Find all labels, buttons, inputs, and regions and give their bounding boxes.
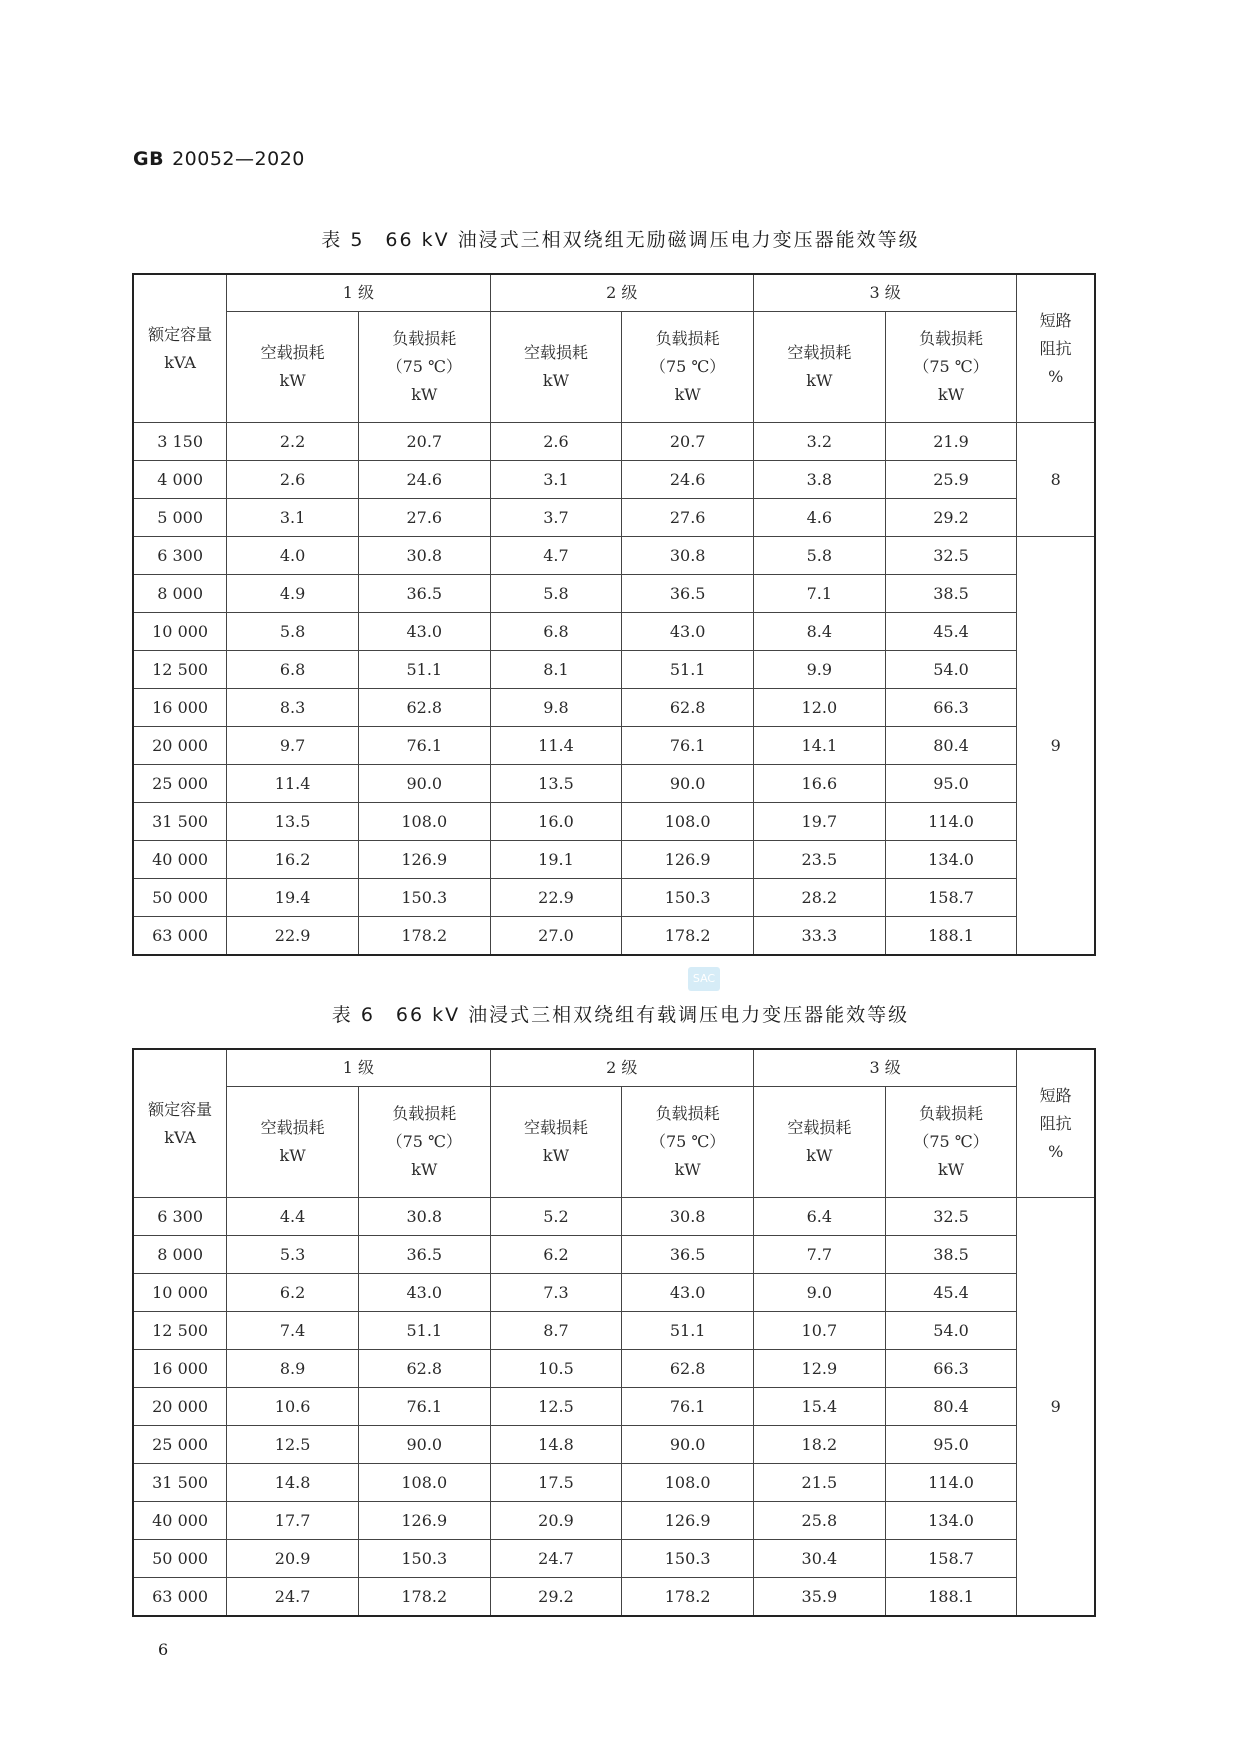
header-row-grades [133,1049,1095,1087]
table5 [132,273,1096,956]
grade1-load-cell: 36.5 [358,1236,490,1274]
grade2-load-cell: 150.3 [622,1540,754,1578]
grade3-noload-cell: 5.8 [753,537,885,575]
grade3-load-cell: 25.9 [885,461,1017,499]
grade1-load-cell: 36.5 [358,575,490,613]
grade3-noload-cell: 14.1 [753,727,885,765]
grade2-load-cell: 90.0 [622,1426,754,1464]
grade1-noload-cell: 16.2 [227,841,359,879]
header-grade-2: 2 级 [490,274,753,312]
grade2-noload-cell: 29.2 [490,1578,622,1617]
header-capacity [133,1049,227,1198]
table-row [133,1464,1095,1502]
grade2-load-cell: 20.7 [622,423,754,461]
header-impedance-line: 短路 [1039,310,1072,330]
grade2-noload-cell: 19.1 [490,841,622,879]
header-grade-2: 2 级 [490,1049,753,1087]
grade1-noload-cell: 6.2 [227,1274,359,1312]
grade2-load-cell: 51.1 [622,651,754,689]
header-row-grades [133,274,1095,312]
impedance-cell: 8 [1017,423,1095,537]
capacity-cell: 3 150 [133,423,227,461]
header-capacity-line: kVA [164,352,196,372]
grade3-noload-cell: 9.9 [753,651,885,689]
header-noload-loss [490,1087,622,1198]
grade3-load-cell: 80.4 [885,1388,1017,1426]
grade1-load-cell: 20.7 [358,423,490,461]
grade1-load-cell: 76.1 [358,1388,490,1426]
grade1-noload-cell: 9.7 [227,727,359,765]
grade3-load-cell: 95.0 [885,765,1017,803]
capacity-cell: 20 000 [133,727,227,765]
grade3-load-cell: 38.5 [885,1236,1017,1274]
table-row [133,803,1095,841]
grade1-noload-cell: 2.6 [227,461,359,499]
header-noload-line: kW [279,371,306,390]
grade2-noload-cell: 22.9 [490,879,622,917]
grade2-load-cell: 108.0 [622,803,754,841]
header-load-loss [358,312,490,423]
header-noload-loss [490,312,622,423]
grade1-noload-cell: 8.3 [227,689,359,727]
grade2-noload-cell: 3.7 [490,499,622,537]
grade2-load-cell: 62.8 [622,689,754,727]
grade3-load-cell: 32.5 [885,537,1017,575]
grade2-noload-cell: 7.3 [490,1274,622,1312]
header-load-line: kW [937,1160,965,1179]
grade1-load-cell: 108.0 [358,803,490,841]
header-capacity [133,274,227,423]
header-noload-loss [227,1087,359,1198]
header-load-loss [885,1087,1017,1198]
header-load-line: 负载损耗 [919,1104,984,1123]
capacity-cell: 8 000 [133,1236,227,1274]
grade1-noload-cell: 11.4 [227,765,359,803]
grade3-load-cell: 66.3 [885,689,1017,727]
table-row [133,879,1095,917]
grade1-noload-cell: 4.4 [227,1198,359,1236]
header-noload-line: kW [806,1146,833,1165]
header-grade-3: 3 级 [753,274,1016,312]
capacity-cell: 5 000 [133,499,227,537]
grade2-noload-cell: 4.7 [490,537,622,575]
header-load-line: （75 ℃） [386,357,462,376]
capacity-cell: 50 000 [133,879,227,917]
capacity-cell: 40 000 [133,841,227,879]
grade2-noload-cell: 5.8 [490,575,622,613]
grade2-load-cell: 178.2 [622,1578,754,1617]
grade3-load-cell: 21.9 [885,423,1017,461]
grade2-load-cell: 36.5 [622,1236,754,1274]
grade1-load-cell: 178.2 [358,1578,490,1617]
table-row [133,651,1095,689]
table-row [133,461,1095,499]
table5-caption: 表 5 66 kV 油浸式三相双绕组无励磁调压电力变压器能效等级 [321,229,920,251]
table-row [133,613,1095,651]
grade2-load-cell: 51.1 [622,1312,754,1350]
capacity-cell: 10 000 [133,1274,227,1312]
grade2-load-cell: 30.8 [622,1198,754,1236]
header-impedance [1017,274,1095,423]
table-row [133,689,1095,727]
grade1-load-cell: 90.0 [358,1426,490,1464]
table-row [133,575,1095,613]
capacity-cell: 31 500 [133,1464,227,1502]
grade1-load-cell: 27.6 [358,499,490,537]
grade1-load-cell: 150.3 [358,879,490,917]
impedance-cell: 9 [1017,537,1095,956]
table-row [133,1540,1095,1578]
grade2-load-cell: 43.0 [622,1274,754,1312]
grade3-load-cell: 32.5 [885,1198,1017,1236]
table-row [133,1350,1095,1388]
header-impedance-line: % [1048,366,1064,386]
grade2-load-cell: 27.6 [622,499,754,537]
grade1-noload-cell: 6.8 [227,651,359,689]
table-row [133,1236,1095,1274]
header-load-loss [885,312,1017,423]
grade3-noload-cell: 6.4 [753,1198,885,1236]
capacity-cell: 25 000 [133,1426,227,1464]
capacity-cell: 63 000 [133,917,227,956]
grade2-noload-cell: 11.4 [490,727,622,765]
header-load-line: 负载损耗 [392,1104,457,1123]
grade3-load-cell: 114.0 [885,1464,1017,1502]
grade1-noload-cell: 20.9 [227,1540,359,1578]
capacity-cell: 6 300 [133,1198,227,1236]
header-capacity-line: 额定容量 [148,1099,213,1119]
grade3-load-cell: 80.4 [885,727,1017,765]
grade2-noload-cell: 8.7 [490,1312,622,1350]
header-noload-loss [227,312,359,423]
table-row [133,499,1095,537]
grade3-noload-cell: 19.7 [753,803,885,841]
grade3-load-cell: 54.0 [885,1312,1017,1350]
header-load-line: 负载损耗 [655,1104,720,1123]
grade2-load-cell: 90.0 [622,765,754,803]
table-row [133,1274,1095,1312]
grade1-noload-cell: 2.2 [227,423,359,461]
header-load-line: （75 ℃） [913,1132,989,1151]
header-load-line: kW [411,385,438,404]
grade3-load-cell: 45.4 [885,1274,1017,1312]
grade1-noload-cell: 22.9 [227,917,359,956]
header-noload-line: kW [542,371,570,390]
header-load-line: kW [674,1160,701,1179]
grade2-noload-cell: 8.1 [490,651,622,689]
header-load-line: 负载损耗 [392,329,457,348]
grade3-load-cell: 134.0 [885,841,1017,879]
grade3-load-cell: 54.0 [885,651,1017,689]
capacity-cell: 50 000 [133,1540,227,1578]
table-row [133,423,1095,461]
table-row [133,1198,1095,1236]
grade2-noload-cell: 12.5 [490,1388,622,1426]
grade1-load-cell: 43.0 [358,1274,490,1312]
grade1-load-cell: 51.1 [358,1312,490,1350]
grade3-noload-cell: 33.3 [753,917,885,956]
capacity-cell: 20 000 [133,1388,227,1426]
header-row-losses [133,1087,1095,1198]
grade2-noload-cell: 16.0 [490,803,622,841]
grade1-load-cell: 51.1 [358,651,490,689]
grade2-noload-cell: 6.8 [490,613,622,651]
grade3-load-cell: 188.1 [885,1578,1017,1617]
grade2-noload-cell: 14.8 [490,1426,622,1464]
header-load-line: （75 ℃） [649,1132,726,1151]
grade1-load-cell: 62.8 [358,689,490,727]
grade3-load-cell: 188.1 [885,917,1017,956]
grade2-noload-cell: 27.0 [490,917,622,956]
grade2-noload-cell: 9.8 [490,689,622,727]
table-row [133,1312,1095,1350]
grade1-noload-cell: 3.1 [227,499,359,537]
header-load-loss [622,312,754,423]
table-row [133,727,1095,765]
table-row [133,1388,1095,1426]
grade1-load-cell: 90.0 [358,765,490,803]
table-row [133,765,1095,803]
grade3-noload-cell: 16.6 [753,765,885,803]
grade3-noload-cell: 7.7 [753,1236,885,1274]
grade2-load-cell: 76.1 [622,1388,754,1426]
header-noload-line: 空载损耗 [260,1118,325,1137]
table6 [132,1048,1096,1617]
header-noload-line: 空载损耗 [787,1118,852,1137]
header-load-line: （75 ℃） [913,357,989,376]
grade3-noload-cell: 10.7 [753,1312,885,1350]
header-capacity-line: 额定容量 [148,324,213,344]
grade2-noload-cell: 2.6 [490,423,622,461]
capacity-cell: 12 500 [133,651,227,689]
grade2-load-cell: 108.0 [622,1464,754,1502]
capacity-cell: 10 000 [133,613,227,651]
table-row [133,1426,1095,1464]
grade1-load-cell: 24.6 [358,461,490,499]
standard-code [133,148,305,170]
grade3-noload-cell: 12.0 [753,689,885,727]
grade1-noload-cell: 24.7 [227,1578,359,1617]
header-load-line: 负载损耗 [655,329,720,348]
grade1-noload-cell: 12.5 [227,1426,359,1464]
grade1-noload-cell: 7.4 [227,1312,359,1350]
grade1-load-cell: 126.9 [358,841,490,879]
header-noload-line: kW [806,371,833,390]
header-load-line: （75 ℃） [386,1132,462,1151]
table-row [133,1502,1095,1540]
header-capacity-line: kVA [164,1127,196,1147]
table-row [133,1578,1095,1617]
grade1-load-cell: 108.0 [358,1464,490,1502]
capacity-cell: 12 500 [133,1312,227,1350]
grade1-noload-cell: 10.6 [227,1388,359,1426]
grade3-load-cell: 66.3 [885,1350,1017,1388]
capacity-cell: 8 000 [133,575,227,613]
grade1-load-cell: 43.0 [358,613,490,651]
grade2-load-cell: 126.9 [622,841,754,879]
grade1-load-cell: 30.8 [358,1198,490,1236]
header-noload-line: 空载损耗 [260,343,325,362]
header-noload-loss [753,312,885,423]
header-grade-1: 1 级 [227,1049,490,1087]
grade1-load-cell: 126.9 [358,1502,490,1540]
grade1-noload-cell: 19.4 [227,879,359,917]
grade1-load-cell: 62.8 [358,1350,490,1388]
grade2-noload-cell: 13.5 [490,765,622,803]
capacity-cell: 63 000 [133,1578,227,1617]
capacity-cell: 16 000 [133,1350,227,1388]
grade2-noload-cell: 5.2 [490,1198,622,1236]
header-load-loss [622,1087,754,1198]
grade2-noload-cell: 20.9 [490,1502,622,1540]
capacity-cell: 40 000 [133,1502,227,1540]
capacity-cell: 25 000 [133,765,227,803]
grade3-load-cell: 29.2 [885,499,1017,537]
grade3-noload-cell: 35.9 [753,1578,885,1617]
grade3-load-cell: 134.0 [885,1502,1017,1540]
grade3-load-cell: 95.0 [885,1426,1017,1464]
header-load-line: （75 ℃） [649,357,726,376]
header-noload-line: 空载损耗 [787,343,852,362]
grade1-noload-cell: 17.7 [227,1502,359,1540]
grade3-noload-cell: 23.5 [753,841,885,879]
grade2-noload-cell: 10.5 [490,1350,622,1388]
grade3-noload-cell: 25.8 [753,1502,885,1540]
grade3-load-cell: 158.7 [885,1540,1017,1578]
header-load-line: kW [674,385,701,404]
grade3-load-cell: 114.0 [885,803,1017,841]
header-impedance-line: 短路 [1039,1085,1072,1105]
capacity-cell: 6 300 [133,537,227,575]
grade3-noload-cell: 3.2 [753,423,885,461]
table-row [133,841,1095,879]
grade3-noload-cell: 12.9 [753,1350,885,1388]
grade1-noload-cell: 4.9 [227,575,359,613]
grade2-load-cell: 178.2 [622,917,754,956]
grade1-load-cell: 178.2 [358,917,490,956]
grade1-noload-cell: 13.5 [227,803,359,841]
grade3-noload-cell: 4.6 [753,499,885,537]
grade3-noload-cell: 21.5 [753,1464,885,1502]
grade2-noload-cell: 6.2 [490,1236,622,1274]
grade3-load-cell: 158.7 [885,879,1017,917]
grade1-noload-cell: 5.8 [227,613,359,651]
header-noload-line: kW [279,1146,306,1165]
grade3-load-cell: 38.5 [885,575,1017,613]
grade3-noload-cell: 28.2 [753,879,885,917]
grade2-load-cell: 62.8 [622,1350,754,1388]
grade1-noload-cell: 8.9 [227,1350,359,1388]
header-impedance [1017,1049,1095,1198]
grade2-load-cell: 24.6 [622,461,754,499]
sac-watermark: SAC [688,967,720,991]
table-row [133,917,1095,956]
grade3-noload-cell: 30.4 [753,1540,885,1578]
header-grade-1: 1 级 [227,274,490,312]
capacity-cell: 16 000 [133,689,227,727]
grade2-load-cell: 36.5 [622,575,754,613]
header-impedance-line: 阻抗 [1039,338,1072,358]
grade2-noload-cell: 17.5 [490,1464,622,1502]
grade3-noload-cell: 7.1 [753,575,885,613]
grade2-noload-cell: 24.7 [490,1540,622,1578]
grade1-noload-cell: 14.8 [227,1464,359,1502]
standard-prefix: GB [133,148,165,170]
header-load-loss [358,1087,490,1198]
grade2-load-cell: 43.0 [622,613,754,651]
header-load-line: kW [937,385,965,404]
header-row-losses [133,312,1095,423]
table6-caption: 表 6 66 kV 油浸式三相双绕组有载调压电力变压器能效等级 [331,1004,910,1026]
grade3-noload-cell: 9.0 [753,1274,885,1312]
page-number: 6 [158,1640,169,1659]
grade3-noload-cell: 3.8 [753,461,885,499]
table-row [133,537,1095,575]
grade1-load-cell: 150.3 [358,1540,490,1578]
header-impedance-line: 阻抗 [1039,1113,1072,1133]
impedance-cell: 9 [1017,1198,1095,1617]
header-load-line: kW [411,1160,438,1179]
header-noload-loss [753,1087,885,1198]
grade1-noload-cell: 5.3 [227,1236,359,1274]
grade3-load-cell: 45.4 [885,613,1017,651]
grade1-load-cell: 30.8 [358,537,490,575]
standard-number: 20052—2020 [172,148,305,170]
header-noload-line: kW [542,1146,570,1165]
header-noload-line: 空载损耗 [523,1118,588,1137]
grade3-noload-cell: 8.4 [753,613,885,651]
capacity-cell: 4 000 [133,461,227,499]
grade1-load-cell: 76.1 [358,727,490,765]
grade2-load-cell: 30.8 [622,537,754,575]
capacity-cell: 31 500 [133,803,227,841]
grade2-noload-cell: 3.1 [490,461,622,499]
grade3-noload-cell: 18.2 [753,1426,885,1464]
header-noload-line: 空载损耗 [523,343,588,362]
grade2-load-cell: 76.1 [622,727,754,765]
grade1-noload-cell: 4.0 [227,537,359,575]
header-grade-3: 3 级 [753,1049,1016,1087]
header-load-line: 负载损耗 [919,329,984,348]
grade2-load-cell: 126.9 [622,1502,754,1540]
grade2-load-cell: 150.3 [622,879,754,917]
grade3-noload-cell: 15.4 [753,1388,885,1426]
header-impedance-line: % [1048,1141,1064,1161]
